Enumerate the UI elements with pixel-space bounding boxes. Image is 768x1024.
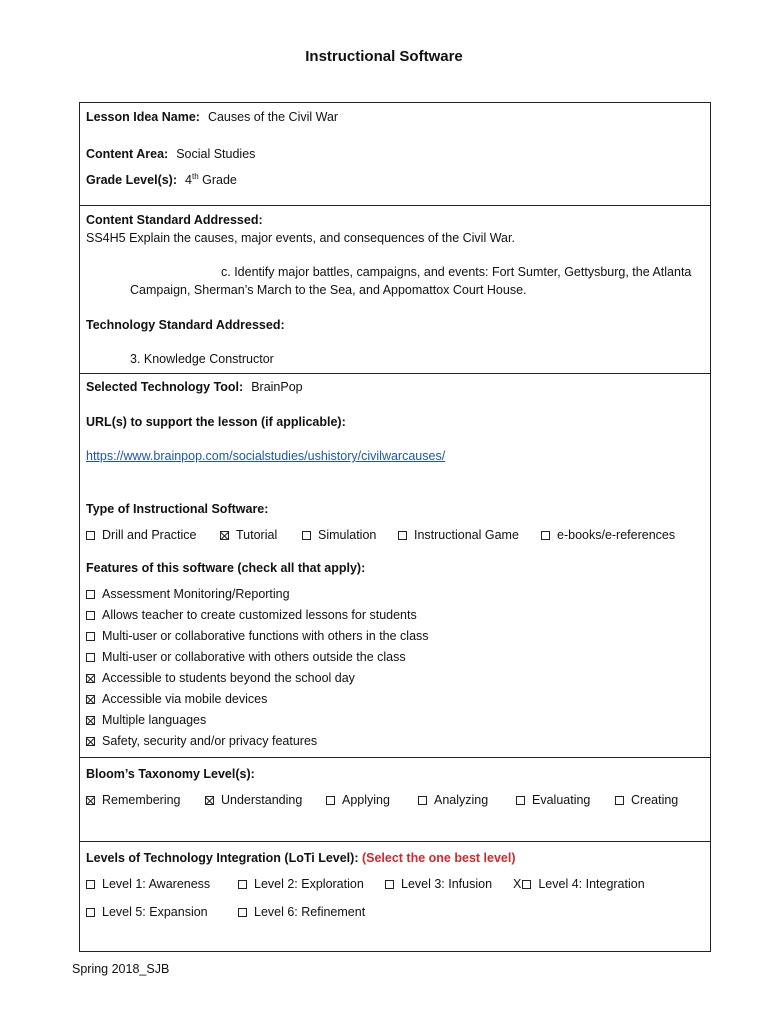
feature-label: Multi-user or collaborative with others outside the class [102, 650, 406, 664]
features-label: Features of this software (check all that apply): [86, 561, 366, 575]
grade-level-row [86, 172, 237, 188]
feature-label: Multiple languages [102, 713, 207, 727]
type-option-game-label: Instructional Game [414, 528, 519, 542]
feature-option[interactable] [86, 586, 290, 602]
blooms-evaluating-label: Evaluating [532, 793, 591, 807]
checkbox-feature[interactable] [86, 674, 95, 683]
feature-option[interactable] [86, 607, 417, 623]
checkbox-feature[interactable] [86, 590, 95, 599]
lesson-info-section [80, 103, 710, 205]
feature-option[interactable] [86, 691, 267, 707]
feature-label: Multi-user or collaborative functions with others in the class [102, 629, 429, 643]
blooms-creating-label: Creating [631, 793, 679, 807]
loti-level-6-label: Level 6: Refinement [254, 905, 366, 919]
lesson-idea-value: Causes of the Civil War [207, 110, 339, 124]
blooms-option-evaluating[interactable] [516, 792, 590, 808]
blooms-option-remembering[interactable] [86, 792, 181, 808]
loti-option-6[interactable] [238, 904, 365, 920]
blooms-label: Bloom’s Taxonomy Level(s): [86, 767, 255, 781]
brainpop-url-link[interactable]: https://www.brainpop.com/socialstudies/ushistory/civilwarcauses/ [86, 449, 446, 463]
checkbox-feature[interactable] [86, 632, 95, 641]
blooms-section [80, 757, 710, 842]
loti-option-5[interactable] [86, 904, 208, 920]
content-area-label: Content Area: [86, 147, 169, 161]
checkbox-loti-2[interactable] [238, 880, 247, 889]
feature-label: Accessible via mobile devices [102, 692, 268, 706]
loti-label-row [86, 850, 516, 866]
url-row [86, 448, 445, 464]
blooms-option-understanding[interactable] [205, 792, 302, 808]
checkbox-loti-5[interactable] [86, 908, 95, 917]
blooms-analyzing-label: Analyzing [434, 793, 489, 807]
checkbox-feature[interactable] [86, 737, 95, 746]
checkbox-feature[interactable] [86, 716, 95, 725]
loti-option-3[interactable] [385, 876, 492, 892]
feature-label: Accessible to students beyond the school day [102, 671, 355, 685]
grade-level-label: Grade Level(s): [86, 173, 178, 187]
loti-level-5-label: Level 5: Expansion [102, 905, 208, 919]
checkbox-applying[interactable] [326, 796, 335, 805]
checkbox-game[interactable] [398, 531, 407, 540]
type-option-drill-label: Drill and Practice [102, 528, 197, 542]
blooms-option-creating[interactable] [615, 792, 678, 808]
blooms-applying-label: Applying [342, 793, 390, 807]
content-area-value: Social Studies [176, 147, 256, 161]
page-footer: Spring 2018_SJB [72, 962, 170, 976]
loti-level-3-label: Level 3: Infusion [401, 877, 493, 891]
checkbox-loti-4[interactable] [522, 880, 531, 889]
blooms-option-applying[interactable] [326, 792, 390, 808]
feature-label: Allows teacher to create customized lessons for students [102, 608, 417, 622]
blooms-option-analyzing[interactable] [418, 792, 488, 808]
type-option-game[interactable] [398, 527, 519, 543]
grade-level-suffix: th [191, 171, 199, 181]
tech-standard-label: Technology Standard Addressed: [86, 318, 285, 332]
grade-level-word: Grade [202, 173, 237, 187]
tech-standard-value: 3. Knowledge Constructor [130, 352, 274, 366]
loti-instruction: (Select the one best level) [361, 851, 516, 865]
checkbox-feature[interactable] [86, 695, 95, 704]
tech-tool-row [86, 379, 303, 395]
checkbox-loti-1[interactable] [86, 880, 95, 889]
loti-label: Levels of Technology Integration (LoTi Level): [86, 851, 359, 865]
loti-level-4-label: Level 4: Integration [538, 877, 645, 891]
type-option-tutorial-label: Tutorial [236, 528, 278, 542]
checkbox-understanding[interactable] [205, 796, 214, 805]
checkbox-loti-6[interactable] [238, 908, 247, 917]
checkbox-simulation[interactable] [302, 531, 311, 540]
feature-label: Assessment Monitoring/Reporting [102, 587, 290, 601]
blooms-remembering-label: Remembering [102, 793, 181, 807]
page-title: Instructional Software [305, 48, 463, 65]
content-standard-text: SS4H5 Explain the causes, major events, and consequences of the Civil War. [86, 231, 515, 245]
checkbox-ebooks[interactable] [541, 531, 550, 540]
checkbox-drill[interactable] [86, 531, 95, 540]
type-option-simulation[interactable] [302, 527, 376, 543]
content-standard-element-c-cont: Campaign, Sherman’s March to the Sea, and Appomattox Court House. [130, 283, 527, 297]
content-standard-label: Content Standard Addressed: [86, 213, 263, 227]
tech-tool-label: Selected Technology Tool: [86, 380, 244, 394]
type-option-ebooks[interactable] [541, 527, 675, 543]
feature-option[interactable] [86, 670, 355, 686]
feature-option[interactable] [86, 712, 206, 728]
blooms-understanding-label: Understanding [221, 793, 303, 807]
loti-option-4[interactable] [513, 876, 645, 892]
lesson-form [79, 102, 711, 952]
loti-selected-mark: X [513, 877, 522, 891]
type-option-drill[interactable] [86, 527, 196, 543]
checkbox-creating[interactable] [615, 796, 624, 805]
content-area-row [86, 146, 255, 162]
loti-level-1-label: Level 1: Awareness [102, 877, 211, 891]
type-option-simulation-label: Simulation [318, 528, 377, 542]
lesson-idea-label: Lesson Idea Name: [86, 110, 200, 124]
type-option-ebooks-label: e-books/e-references [557, 528, 676, 542]
tool-section [80, 373, 710, 758]
lesson-idea-row [86, 109, 338, 125]
loti-option-2[interactable] [238, 876, 364, 892]
checkbox-remembering[interactable] [86, 796, 95, 805]
checkbox-evaluating[interactable] [516, 796, 525, 805]
checkbox-feature[interactable] [86, 653, 95, 662]
checkbox-analyzing[interactable] [418, 796, 427, 805]
feature-label: Safety, security and/or privacy features [102, 734, 318, 748]
checkbox-tutorial[interactable] [220, 531, 229, 540]
loti-option-1[interactable] [86, 876, 210, 892]
content-standard-element-c: c. Identify major battles, campaigns, and events: Fort Sumter, Gettysburg, the Atlanta [221, 265, 692, 279]
software-type-label: Type of Instructional Software: [86, 502, 269, 516]
loti-section [80, 841, 710, 953]
feature-option[interactable] [86, 628, 429, 644]
tech-tool-value: BrainPop [251, 380, 303, 394]
loti-level-2-label: Level 2: Exploration [254, 877, 364, 891]
type-option-tutorial[interactable] [220, 527, 277, 543]
url-label: URL(s) to support the lesson (if applicable): [86, 415, 346, 429]
checkbox-loti-3[interactable] [385, 880, 394, 889]
standards-section [80, 205, 710, 374]
feature-option[interactable] [86, 649, 406, 665]
checkbox-feature[interactable] [86, 611, 95, 620]
feature-option[interactable] [86, 733, 317, 749]
grade-level-number: 4 [185, 173, 192, 187]
